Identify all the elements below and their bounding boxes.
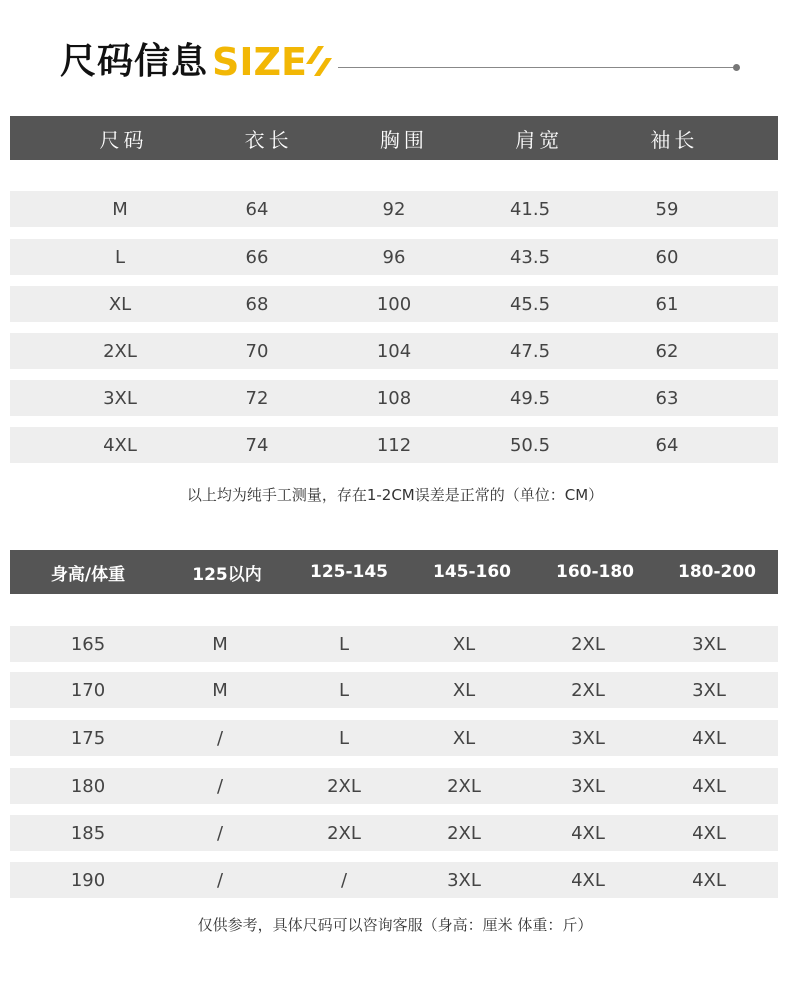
table-cell: 175 [70,727,106,749]
table-cell: 59 [655,198,679,220]
table-cell: 3XL [447,869,481,891]
fit-col-header: 180-200 [677,562,757,582]
table-cell: / [340,869,348,891]
size-col-header: 衣长 [244,127,293,152]
table-cell: 43.5 [509,246,551,268]
fit-col-header: 125-145 [309,562,389,582]
table-cell: 2XL [103,340,137,362]
title-divider-dot [733,64,740,71]
size-table-header [10,116,778,160]
table-cell: 64 [245,198,269,220]
table-row [10,191,778,227]
table-cell: 4XL [571,869,605,891]
fit-table-header [10,550,778,594]
table-cell: 3XL [692,679,726,701]
table-row [10,672,778,708]
table-cell: 49.5 [509,387,551,409]
table-cell: 41.5 [509,198,551,220]
table-cell: 68 [245,293,269,315]
table-cell: 92 [382,198,406,220]
table-row [10,862,778,898]
table-cell: XL [452,679,476,701]
table-cell: XL [108,293,132,315]
size-col-header: 尺码 [99,127,148,152]
lightning-slash-icon [304,44,334,80]
table-cell: / [216,775,224,797]
table-cell: 2XL [327,822,361,844]
table-cell: 63 [655,387,679,409]
table-cell: 2XL [571,633,605,655]
table-cell: L [338,679,350,701]
table-row [10,380,778,416]
size-col-header: 肩宽 [515,127,564,152]
table-cell: / [216,822,224,844]
table-row [10,768,778,804]
table-cell: 4XL [103,434,137,456]
fit-col-header: 身高/体重 [50,564,126,585]
table-cell: 2XL [447,775,481,797]
table-cell: 165 [70,633,106,655]
title-divider [338,67,734,68]
fit-table-note: 仅供参考，具体尺码可以咨询客服（身高：厘米 体重：斤） [197,916,593,934]
table-cell: 60 [655,246,679,268]
table-cell: 62 [655,340,679,362]
table-cell: 61 [655,293,679,315]
fit-col-header: 125以内 [192,564,262,585]
table-cell: L [114,246,126,268]
size-table-note: 以上均为纯手工测量，存在1-2CM误差是正常的（单位：CM） [186,486,604,504]
table-cell: 104 [376,340,412,362]
table-cell: 3XL [103,387,137,409]
table-cell: M [212,633,228,655]
table-cell: / [216,727,224,749]
table-cell: M [112,198,128,220]
size-col-header: 袖长 [650,127,699,152]
table-cell: 185 [70,822,106,844]
table-cell: 3XL [571,727,605,749]
table-cell: 4XL [692,727,726,749]
table-row [10,720,778,756]
table-cell: 72 [245,387,269,409]
table-cell: 170 [70,679,106,701]
table-cell: 4XL [571,822,605,844]
table-cell: 112 [376,434,412,456]
size-col-header: 胸围 [379,127,428,152]
table-cell: 108 [376,387,412,409]
table-row [10,626,778,662]
table-cell: 2XL [447,822,481,844]
table-cell: 190 [70,869,106,891]
table-cell: / [216,869,224,891]
table-cell: 45.5 [509,293,551,315]
table-cell: L [338,727,350,749]
table-cell: 50.5 [509,434,551,456]
table-cell: 2XL [571,679,605,701]
page-title: 尺码信息 [60,41,209,82]
table-cell: 74 [245,434,269,456]
table-cell: 3XL [692,633,726,655]
table-cell: 2XL [327,775,361,797]
table-row [10,427,778,463]
table-cell: 64 [655,434,679,456]
fit-col-header: 160-180 [555,562,635,582]
table-cell: 4XL [692,822,726,844]
fit-col-header: 145-160 [432,562,512,582]
table-cell: XL [452,727,476,749]
table-cell: 66 [245,246,269,268]
table-cell: 3XL [571,775,605,797]
table-cell: 96 [382,246,406,268]
table-cell: 100 [376,293,412,315]
page-title-en: SIZE [212,40,308,84]
table-row [10,239,778,275]
table-cell: 47.5 [509,340,551,362]
table-cell: M [212,679,228,701]
table-row [10,286,778,322]
table-cell: 180 [70,775,106,797]
table-row [10,333,778,369]
table-cell: 70 [245,340,269,362]
table-cell: 4XL [692,869,726,891]
table-cell: XL [452,633,476,655]
table-cell: L [338,633,350,655]
table-row [10,815,778,851]
table-cell: 4XL [692,775,726,797]
